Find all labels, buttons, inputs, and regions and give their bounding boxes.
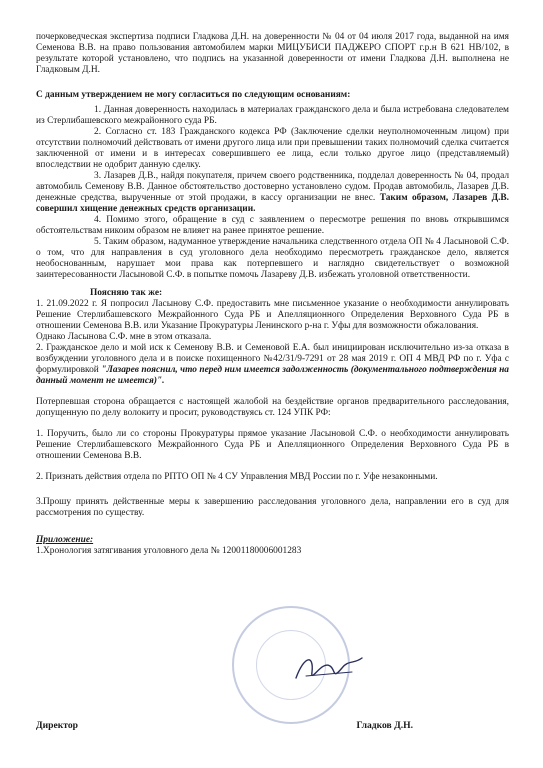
point-4: 4. Помимо этого, обращение в суд с заявлением о пересмотре решения по вновь открывшимся обстоятельствам никоим образом не влияет на ранее принятое решение. xyxy=(36,215,509,236)
intro-paragraph: почерковедческая экспертиза подписи Гладкова Д.Н. на доверенности № 04 от 04 июля 2017 года, выданной на имя Семенова В.В. на право пользования автомобилем марки МИЦУБИСИ ПАДЖЕРО СПОРТ г.р.н В 621 НВ/102, в результате которой установлено, что подпись на указанной доверенности от имени Гладкова Д.Н. выполнена не Гладковым Д.Н. xyxy=(36,32,509,75)
explain-item-2 xyxy=(36,343,509,387)
handwritten-signature xyxy=(292,648,366,688)
explain-quote: "Лазарев пояснил, что перед ним имеется задолженность (документального подтверждения на данный момент не имеется)". xyxy=(36,365,509,386)
complaint-paragraph: Потерпевшая сторона обращается с настоящей жалобой на бездействие органов предварительного расследования, допущенную по делу волокиту и просит, руководствуясь ст. 124 УПК РФ: xyxy=(36,397,509,418)
disagree-heading: С данным утверждением не могу согласиться по следующим основаниям: xyxy=(36,90,351,100)
explain-heading: Поясняю так же: xyxy=(90,288,163,298)
attachment-item: 1.Хронология затягивания уголовного дела № 12001180006001283 xyxy=(36,546,302,556)
point-3 xyxy=(36,171,509,215)
signature-row xyxy=(36,720,509,731)
point-1: 1. Данная доверенность находилась в материалах гражданского дела и была истребована следователем из Стерлибашевского межрайонного суда РБ. xyxy=(36,105,509,126)
signer-name: Гладков Д.Н. xyxy=(356,720,413,731)
point-2: 2. Согласно ст. 183 Гражданского кодекса РФ (Заключение сделки неуполномоченным лицом) при отсутствии полномочий действовать от имени другого лица или при превышении таких полномочий сделка считается заключенной от имени и в интересах совершившего ее лица, если только другое лицо (представляемый) впоследствии не одобрит данную сделку. xyxy=(36,127,509,170)
explain-item-1: 1. 21.09.2022 г. Я попросил Ласынову С.Ф. предоставить мне письменное указание о необходимости аннулировать Решение Стерлибашевского Межрайонного Суда РБ и Апелляционного Определения Верховного Суда РБ в отношении Семенова В.В. или Указание Прокуратуры Ленинского р-на г. Уфы для возможности обжалования. xyxy=(36,299,509,331)
explain-refusal: Однако Ласынова С.Ф. мне в этом отказала. xyxy=(36,332,212,342)
explain-item-2-text: 2. Гражданское дело и мой иск к Семенову В.В. и Семеновой Е.А. был инициирован исключительно из-за отказа в возбуждении уголовного дела и в поиске похищенного №42/31/9-7291 от 28 мая 2019 г. ОП 4 МВД РФ по г. Уфа с формулировкой xyxy=(36,343,509,375)
signer-role: Директор xyxy=(36,720,78,731)
point-3-conclusion: Таким образом, Лазарев Д.В. совершил хищение денежных средств организации. xyxy=(36,193,510,214)
request-2: 2. Признать действия отдела по РПТО ОП № 4 СУ Управления МВД России по г. Уфе незаконными. xyxy=(36,472,438,482)
request-1: 1. Поручить, было ли со стороны Прокуратуры прямое указание Ласыновой С.Ф. о необходимости аннулировать Решение Стерлибашевского Межрайонного Суда РБ и Апелляционного Определения Верховного Суда РБ в отношении Семенова В.В. xyxy=(36,429,509,461)
point-3-text: 3. Лазарев Д.В., найдя покупателя, причем своего родственника, подделал доверенность № 04, продал автомобиль Семенову В.В. Данное обстоятельство достоверно установлено судом. Продав автомобиль, Лазарев Д.В. денежные средства, вырученные от этой продажи, в кассу организации не внес. xyxy=(36,171,509,203)
point-5: 5. Таким образом, надуманное утверждение начальника следственного отдела ОП № 4 Ласыновой С.Ф. о том, что для направления в суд уголовного дела необходимо пересмотреть гражданское дело, является необоснованным, нарушает мои права как потерпевшего и наглядно свидетельствует о возможной заинтересованности Ласыновой С.Ф. в попытке помочь Лазареву Д.В. избежать уголовной ответственности. xyxy=(36,237,509,280)
attachment-title: Приложение: xyxy=(36,535,94,545)
request-3: 3.Прошу принять действенные меры к завершению расследования уголовного дела, направлении его в суд для рассмотрения по существу. xyxy=(36,497,509,518)
